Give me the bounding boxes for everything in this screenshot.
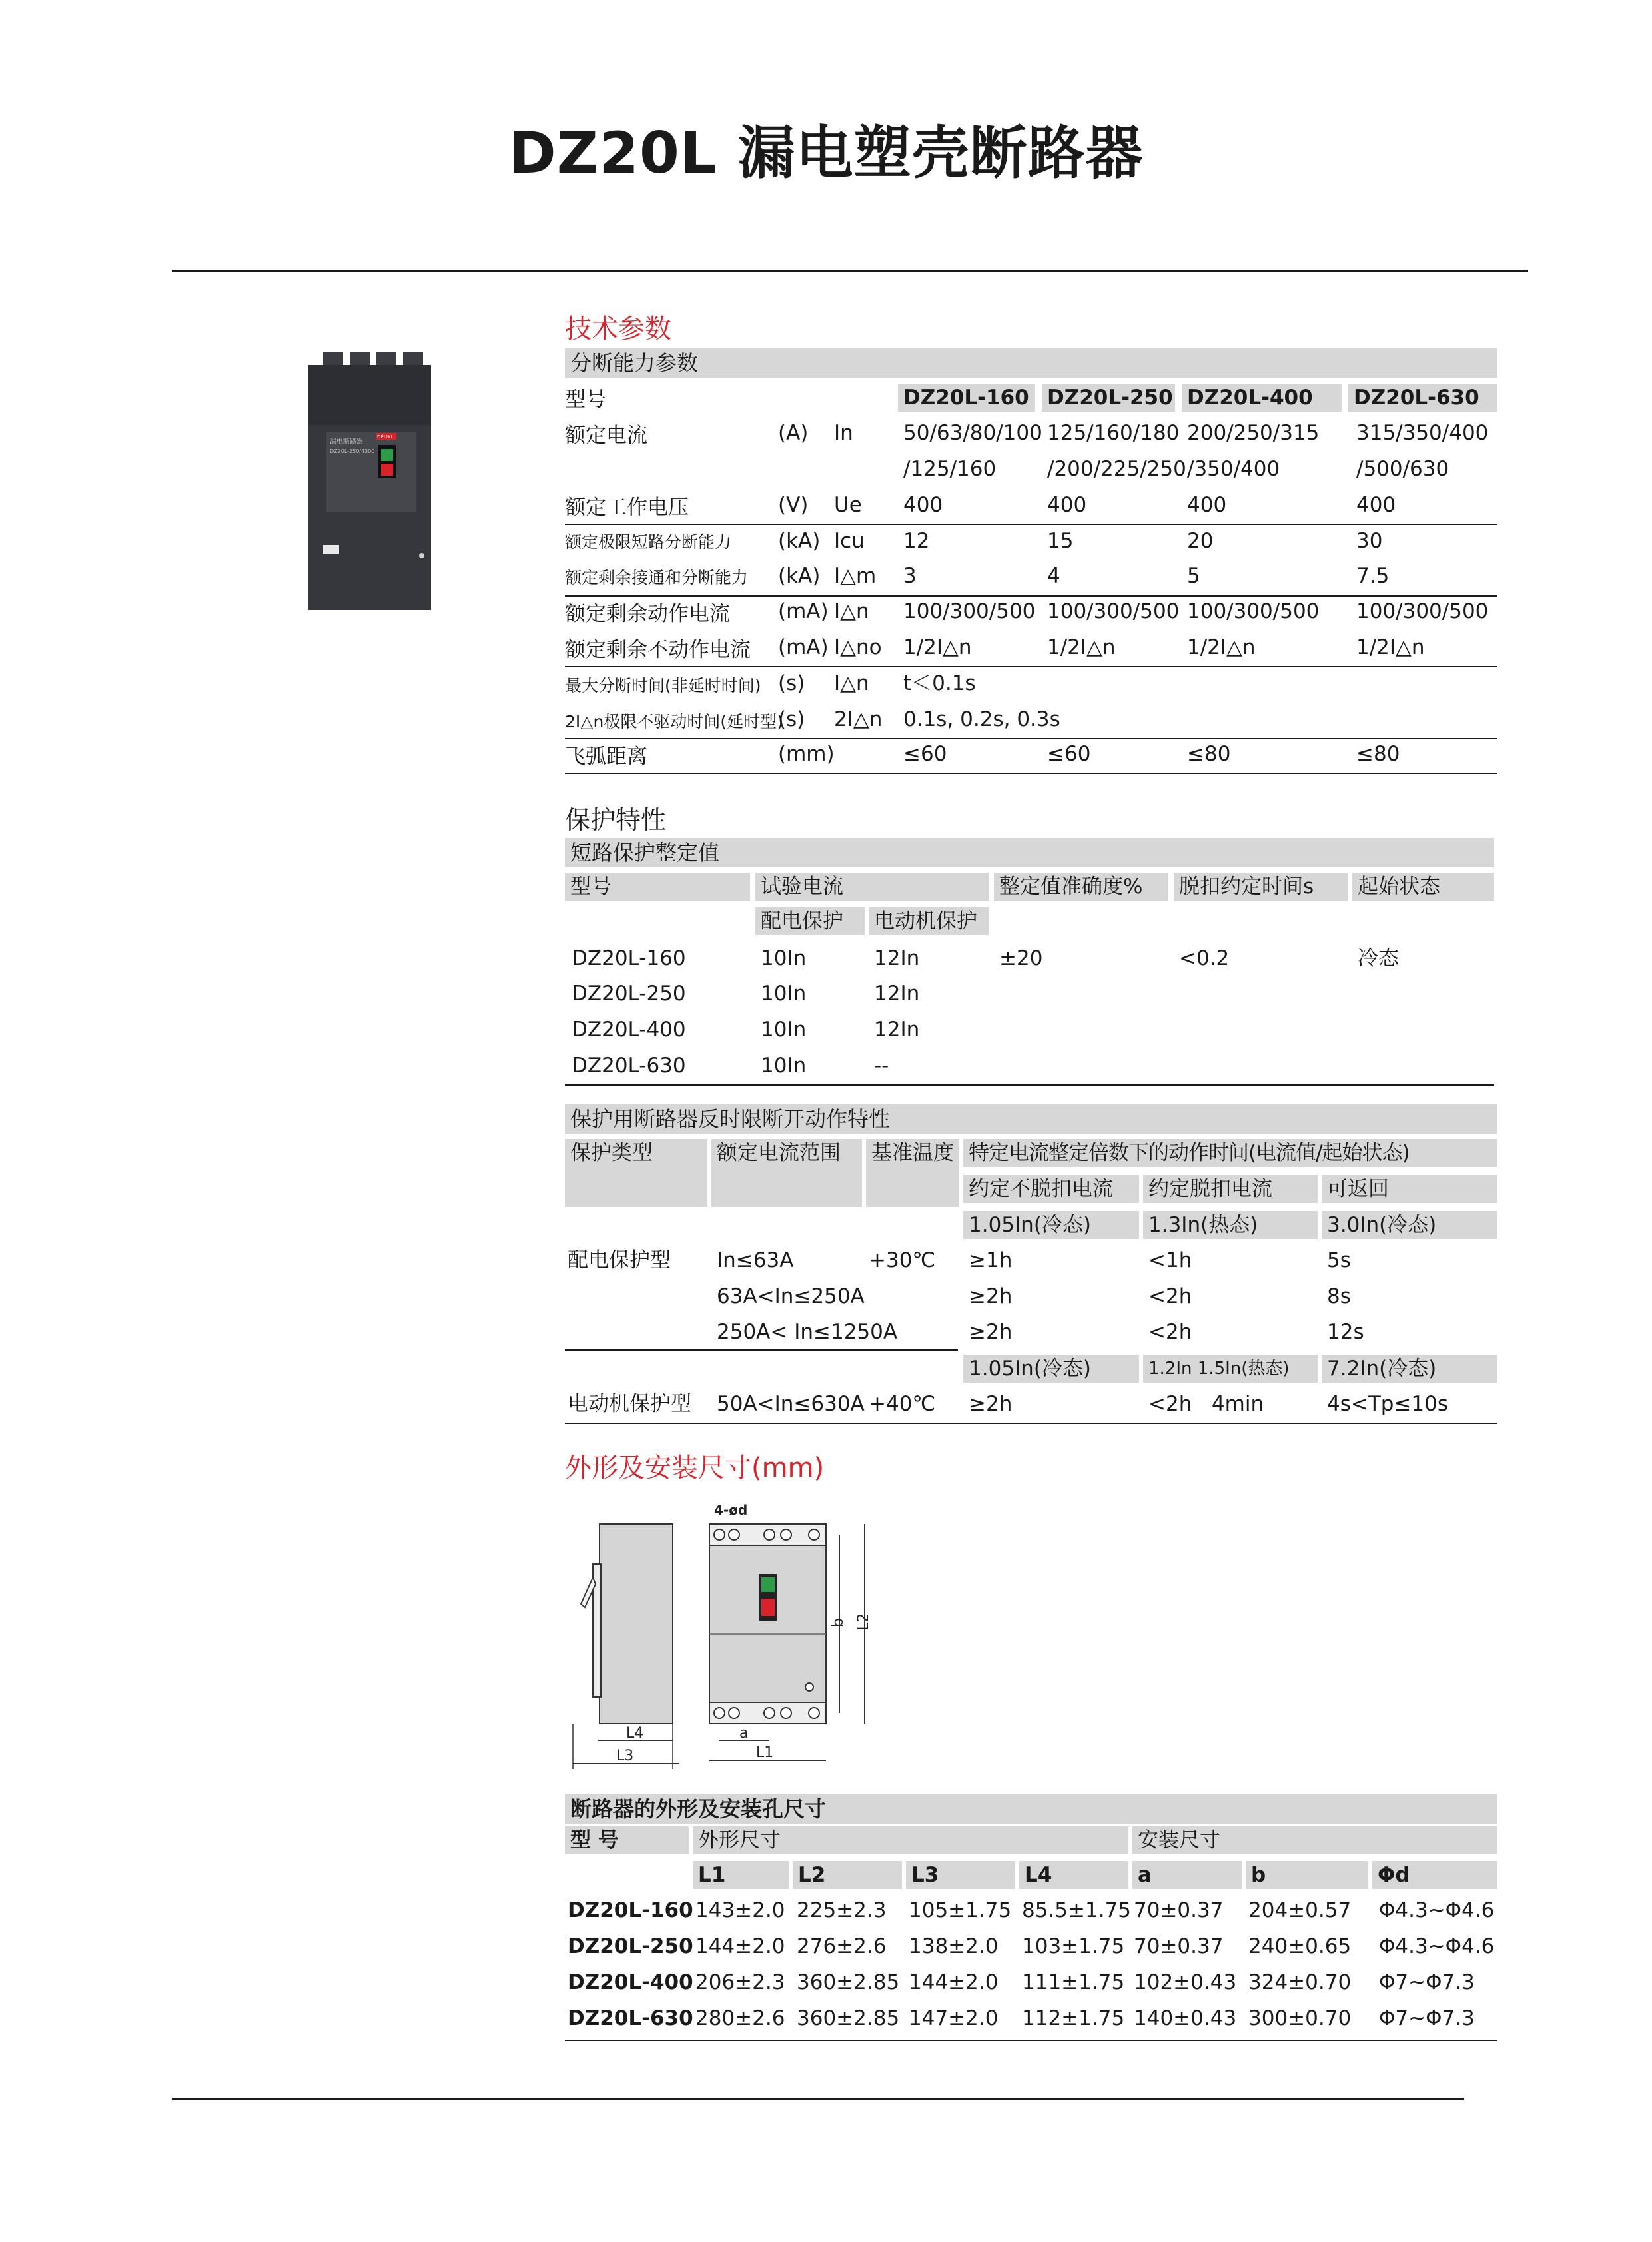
inverse-band: 保护用断路器反时限断开动作特性 bbox=[565, 1104, 1497, 1134]
inverse-dist-c1: ≥2h bbox=[969, 1284, 1013, 1308]
tech-row-val: /350/400 bbox=[1187, 457, 1280, 481]
dims-row-val: 70±0.37 bbox=[1134, 1934, 1224, 1958]
inverse-dist-temp: +30℃ bbox=[869, 1248, 936, 1272]
tech-row-sym: Ue bbox=[834, 493, 862, 517]
dim-a: a bbox=[739, 1725, 749, 1742]
tech-row-val: 1/2I△n bbox=[1356, 635, 1425, 659]
tech-row-val: 400 bbox=[1187, 493, 1227, 517]
tech-row-sym: I△no bbox=[834, 635, 882, 659]
protect-row-model: DZ20L-400 bbox=[572, 1018, 686, 1042]
dims-hdr-outline: 外形尺寸 bbox=[693, 1826, 1128, 1854]
protect-hdr-accuracy: 整定值准确度% bbox=[994, 873, 1168, 901]
dim-b: b bbox=[830, 1618, 847, 1627]
dims-col-d: Φd bbox=[1372, 1861, 1497, 1889]
inverse-dist-c2: <1h bbox=[1148, 1248, 1192, 1272]
tech-row-unit: (V) bbox=[778, 493, 809, 517]
tech-heading: 技术参数 bbox=[565, 314, 671, 344]
tech-row-val: 200/250/315 bbox=[1187, 421, 1320, 445]
tech-row-val: 3 bbox=[903, 564, 917, 588]
tech-model-label: 型号 bbox=[565, 388, 606, 412]
tech-model-4: DZ20L-630 bbox=[1348, 384, 1497, 412]
tech-row-val: t＜0.1s bbox=[903, 671, 976, 695]
inverse-dist-c1: ≥1h bbox=[969, 1248, 1013, 1272]
tech-divider bbox=[565, 524, 1497, 525]
protect-row-dist: 10In bbox=[761, 946, 807, 970]
dims-heading: 外形及安装尺寸(mm) bbox=[565, 1453, 825, 1483]
tech-row-unit: (kA) bbox=[778, 529, 821, 553]
inverse-motor-c2: <2h 4min bbox=[1148, 1392, 1264, 1416]
protect-row-accuracy: ±20 bbox=[999, 946, 1043, 970]
protect-hdr-motor: 电动机保护 bbox=[869, 907, 989, 935]
dims-row-model: DZ20L-160 bbox=[568, 1898, 693, 1922]
tech-row-val: 315/350/400 bbox=[1356, 421, 1489, 445]
tech-band: 分断能力参数 bbox=[565, 348, 1497, 378]
protect-row-motor: 12In bbox=[874, 982, 920, 1006]
tech-row-val: 30 bbox=[1356, 529, 1383, 553]
protect-row-model: DZ20L-250 bbox=[572, 982, 686, 1006]
tech-model-3: DZ20L-400 bbox=[1182, 384, 1342, 412]
dim-hole: 4-ød bbox=[714, 1502, 748, 1518]
dims-row-val: 105±1.75 bbox=[909, 1898, 1012, 1922]
dims-hdr-model: 型 号 bbox=[565, 1826, 689, 1854]
tech-row-unit: (mA) bbox=[778, 635, 829, 659]
protect-hdr-trip: 脱扣约定时间s bbox=[1174, 873, 1348, 901]
tech-divider bbox=[565, 738, 1497, 739]
dims-row-val: 300±0.70 bbox=[1248, 2006, 1352, 2030]
inverse-dist-sub: 3.0In(冷态) bbox=[1322, 1211, 1497, 1239]
inverse-divider bbox=[565, 1349, 958, 1351]
tech-row-val: 125/160/180 bbox=[1047, 421, 1180, 445]
tech-model-1: DZ20L-160 bbox=[898, 384, 1035, 412]
inverse-hdr-trip: 约定脱扣电流 bbox=[1143, 1175, 1318, 1203]
inverse-dist-c2: <2h bbox=[1148, 1284, 1192, 1308]
inverse-divider bbox=[565, 1423, 1497, 1424]
tech-row-sym: I△n bbox=[834, 599, 869, 623]
tech-row-val: 5 bbox=[1187, 564, 1200, 588]
tech-row-name: 2I△n极限不驱动时间(延时型) bbox=[565, 712, 783, 731]
dims-row-val: Φ4.3~Φ4.6 bbox=[1379, 1934, 1495, 1958]
protect-row-motor: 12In bbox=[874, 1018, 920, 1042]
tech-row-val: 50/63/80/100 bbox=[903, 421, 1042, 445]
protect-row-motor: 12In bbox=[874, 946, 920, 970]
dims-col-a: a bbox=[1132, 1861, 1242, 1889]
tech-row-name: 最大分断时间(非延时时间) bbox=[565, 676, 761, 695]
inverse-dist-c2: <2h bbox=[1148, 1320, 1192, 1344]
protect-hdr-test: 试验电流 bbox=[755, 873, 989, 901]
inverse-dist-range: 63A<In≤250A bbox=[717, 1284, 865, 1308]
inverse-hdr-action: 特定电流整定倍数下的动作时间(电流值/起始状态) bbox=[963, 1139, 1497, 1167]
tech-row-unit: (kA) bbox=[778, 564, 821, 588]
tech-row-val: 400 bbox=[903, 493, 943, 517]
dims-row-val: 112±1.75 bbox=[1022, 2006, 1125, 2030]
tech-row-val: ≤80 bbox=[1187, 742, 1231, 766]
tech-row-unit: (A) bbox=[778, 421, 809, 445]
dims-row-val: 280±2.6 bbox=[695, 2006, 785, 2030]
dims-row-val: Φ4.3~Φ4.6 bbox=[1379, 1898, 1495, 1922]
tech-row-name: 额定剩余接通和分断能力 bbox=[565, 568, 749, 587]
tech-row-val: 1/2I△n bbox=[903, 635, 972, 659]
tech-row-val: 100/300/500 bbox=[903, 599, 1036, 623]
photo-label-top: 漏电断路器 bbox=[330, 438, 363, 446]
tech-row-name: 额定电流 bbox=[565, 424, 647, 448]
dims-divider bbox=[565, 2040, 1497, 2041]
inverse-motor-sub: 7.2In(冷态) bbox=[1322, 1355, 1497, 1383]
dims-row-val: 147±2.0 bbox=[909, 2006, 999, 2030]
dims-band: 断路器的外形及安装孔尺寸 bbox=[565, 1794, 1497, 1824]
top-divider bbox=[172, 270, 1528, 272]
dims-row-val: 206±2.3 bbox=[695, 1970, 785, 1994]
dim-l1: L1 bbox=[756, 1744, 774, 1761]
inverse-motor-sub: 1.05In(冷态) bbox=[963, 1355, 1139, 1383]
dims-row-val: 103±1.75 bbox=[1022, 1934, 1125, 1958]
protect-hdr-model: 型号 bbox=[565, 873, 750, 901]
tech-row-name: 额定极限短路分断能力 bbox=[565, 532, 732, 552]
inverse-motor-range: 50A<In≤630A bbox=[717, 1392, 865, 1416]
inverse-motor-c3: 4s<Tp≤10s bbox=[1327, 1392, 1449, 1416]
tech-row-sym: I△m bbox=[834, 564, 877, 588]
inverse-dist-c3: 8s bbox=[1327, 1284, 1351, 1308]
protect-row-model: DZ20L-630 bbox=[572, 1054, 686, 1078]
tech-model-2: DZ20L-250 bbox=[1042, 384, 1175, 412]
dims-col-l3: L3 bbox=[906, 1861, 1015, 1889]
inverse-hdr-temp: 基准温度 bbox=[866, 1139, 959, 1207]
tech-row-val: 4 bbox=[1047, 564, 1060, 588]
dims-row-val: 144±2.0 bbox=[695, 1934, 785, 1958]
photo-label-sub: DZ20L-250/4300 bbox=[330, 448, 375, 454]
tech-row-val: 1/2I△n bbox=[1187, 635, 1256, 659]
tech-row-val: 12 bbox=[903, 529, 930, 553]
dims-row-val: 102±0.43 bbox=[1134, 1970, 1237, 1994]
tech-row-unit: (s) bbox=[778, 707, 805, 731]
dims-row-val: 276±2.6 bbox=[797, 1934, 887, 1958]
dims-row-val: 240±0.65 bbox=[1248, 1934, 1352, 1958]
inverse-hdr-type: 保护类型 bbox=[565, 1139, 707, 1207]
tech-row-name: 额定工作电压 bbox=[565, 496, 689, 520]
inverse-motor-c1: ≥2h bbox=[969, 1392, 1013, 1416]
dims-row-val: 111±1.75 bbox=[1022, 1970, 1125, 1994]
dims-hdr-mount: 安装尺寸 bbox=[1132, 1826, 1497, 1854]
tech-row-val: ≤80 bbox=[1356, 742, 1400, 766]
dims-row-val: 324±0.70 bbox=[1248, 1970, 1352, 1994]
protect-row-dist: 10In bbox=[761, 1054, 807, 1078]
inverse-hdr-range: 额定电流范围 bbox=[711, 1139, 862, 1207]
dimension-drawing bbox=[560, 1491, 906, 1777]
tech-row-val: /200/225/250 bbox=[1047, 457, 1186, 481]
protect-heading: 保护特性 bbox=[565, 805, 667, 835]
tech-row-val: ≤60 bbox=[903, 742, 947, 766]
dims-row-model: DZ20L-400 bbox=[568, 1970, 693, 1994]
protect-row-dist: 10In bbox=[761, 1018, 807, 1042]
tech-row-val: 15 bbox=[1047, 529, 1074, 553]
dims-col-b: b bbox=[1246, 1861, 1368, 1889]
tech-row-sym: I△n bbox=[834, 671, 869, 695]
tech-row-sym: In bbox=[834, 421, 853, 445]
inverse-dist-c1: ≥2h bbox=[969, 1320, 1013, 1344]
product-photo bbox=[303, 352, 436, 611]
tech-divider bbox=[565, 773, 1497, 774]
tech-row-val: ≤60 bbox=[1047, 742, 1091, 766]
inverse-dist-sub: 1.3In(热态) bbox=[1143, 1211, 1318, 1239]
tech-row-unit: (mm) bbox=[778, 742, 835, 766]
protect-hdr-state: 起始状态 bbox=[1352, 873, 1494, 901]
inverse-dist-c3: 5s bbox=[1327, 1248, 1351, 1272]
tech-divider bbox=[565, 595, 1497, 597]
dims-row-val: 144±2.0 bbox=[909, 1970, 999, 1994]
dims-row-model: DZ20L-250 bbox=[568, 1934, 693, 1958]
protect-hdr-dist: 配电保护 bbox=[755, 907, 865, 935]
page-title: DZ20L 漏电塑壳断路器 bbox=[508, 120, 1144, 187]
protect-row-trip: <0.2 bbox=[1179, 946, 1230, 970]
tech-row-val: 400 bbox=[1047, 493, 1087, 517]
tech-row-val: 100/300/500 bbox=[1187, 599, 1320, 623]
protect-divider bbox=[565, 1084, 1494, 1086]
tech-row-val: 0.1s, 0.2s, 0.3s bbox=[903, 707, 1060, 731]
dims-row-val: 204±0.57 bbox=[1248, 1898, 1352, 1922]
dims-row-val: Φ7~Φ7.3 bbox=[1379, 2006, 1475, 2030]
dims-row-val: 85.5±1.75 bbox=[1022, 1898, 1132, 1922]
dims-row-model: DZ20L-630 bbox=[568, 2006, 693, 2030]
tech-row-val: 400 bbox=[1356, 493, 1396, 517]
dims-col-l1: L1 bbox=[693, 1861, 789, 1889]
dims-row-val: 70±0.37 bbox=[1134, 1898, 1224, 1922]
dim-l4: L4 bbox=[626, 1725, 644, 1742]
inverse-dist-c3: 12s bbox=[1327, 1320, 1364, 1344]
dim-l2: L2 bbox=[855, 1613, 872, 1631]
dims-row-val: 360±2.85 bbox=[797, 2006, 900, 2030]
inverse-motor-temp: +40℃ bbox=[869, 1392, 936, 1416]
inverse-dist-sub: 1.05In(冷态) bbox=[963, 1211, 1139, 1239]
bottom-divider bbox=[172, 2098, 1464, 2100]
dim-l3: L3 bbox=[616, 1748, 634, 1764]
protect-row-state: 冷态 bbox=[1358, 946, 1399, 970]
dims-row-val: Φ7~Φ7.3 bbox=[1379, 1970, 1475, 1994]
tech-row-name: 飞弧距离 bbox=[565, 745, 647, 769]
tech-row-sym: Icu bbox=[834, 529, 865, 553]
protect-band: 短路保护整定值 bbox=[565, 838, 1494, 867]
tech-row-unit: (s) bbox=[778, 671, 805, 695]
tech-row-val: 100/300/500 bbox=[1047, 599, 1180, 623]
tech-row-name: 额定剩余不动作电流 bbox=[565, 638, 751, 662]
tech-divider bbox=[565, 666, 1497, 667]
tech-row-unit: (mA) bbox=[778, 599, 829, 623]
tech-row-val: /125/160 bbox=[903, 457, 997, 481]
tech-row-val: 100/300/500 bbox=[1356, 599, 1489, 623]
dims-row-val: 225±2.3 bbox=[797, 1898, 887, 1922]
tech-row-val: /500/630 bbox=[1356, 457, 1449, 481]
tech-row-val: 1/2I△n bbox=[1047, 635, 1116, 659]
inverse-motor-sub: 1.2In 1.5In(热态) bbox=[1143, 1355, 1318, 1383]
tech-row-val: 7.5 bbox=[1356, 564, 1390, 588]
tech-row-sym: 2I△n bbox=[834, 707, 883, 731]
inverse-hdr-return: 可返回 bbox=[1322, 1175, 1497, 1203]
dims-row-val: 143±2.0 bbox=[695, 1898, 785, 1922]
protect-row-motor: -- bbox=[874, 1054, 889, 1078]
tech-row-val: 20 bbox=[1187, 529, 1214, 553]
inverse-hdr-notrip: 约定不脱扣电流 bbox=[963, 1175, 1139, 1203]
protect-row-dist: 10In bbox=[761, 982, 807, 1006]
tech-row-name: 额定剩余动作电流 bbox=[565, 602, 730, 626]
inverse-dist-range: In≤63A bbox=[717, 1248, 794, 1272]
dims-col-l4: L4 bbox=[1019, 1861, 1128, 1889]
photo-brand: DELIXI bbox=[377, 434, 392, 440]
dims-row-val: 140±0.43 bbox=[1134, 2006, 1237, 2030]
inverse-motor-type: 电动机保护型 bbox=[568, 1392, 691, 1416]
dims-row-val: 138±2.0 bbox=[909, 1934, 999, 1958]
dims-row-val: 360±2.85 bbox=[797, 1970, 900, 1994]
inverse-dist-type: 配电保护型 bbox=[568, 1248, 671, 1272]
protect-row-model: DZ20L-160 bbox=[572, 946, 686, 970]
dims-col-l2: L2 bbox=[793, 1861, 902, 1889]
inverse-dist-range: 250A< In≤1250A bbox=[717, 1320, 898, 1344]
